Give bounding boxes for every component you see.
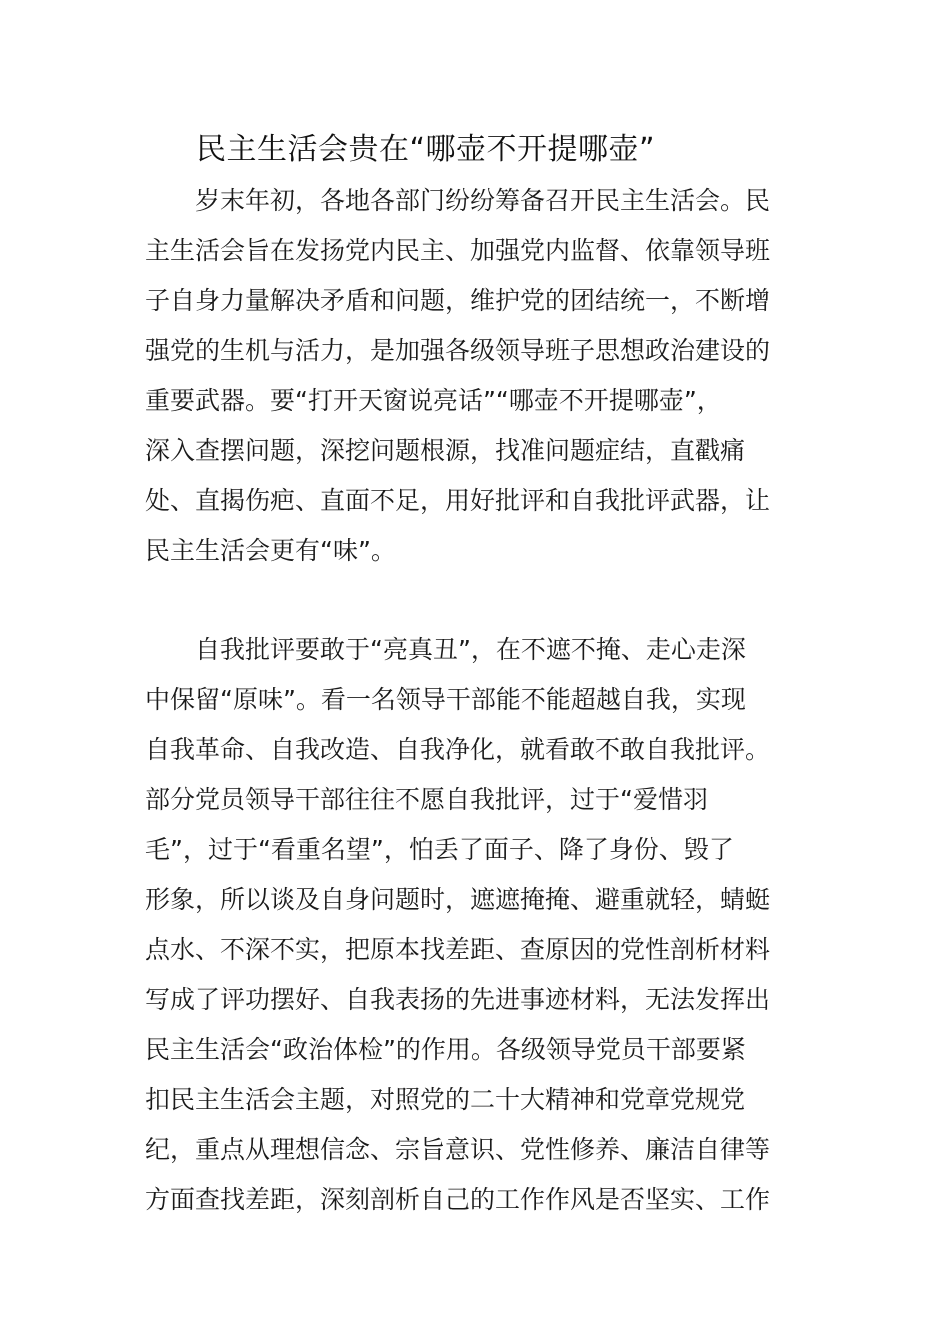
paragraph-1-line: 岁末年初，各地各部门纷纷筹备召开民主生活会。民 [145,186,771,215]
paragraph-2-line: 方面查找差距，深刻剖析自己的工作作风是否坚实、工作 [145,1185,771,1214]
paragraph-2-line: 民主生活会“政治体检”的作用。各级领导党员干部要紧 [145,1035,746,1064]
paragraph-2-line: 纪，重点从理想信念、宗旨意识、党性修养、廉洁自律等 [145,1135,771,1164]
paragraph-2-line: 写成了评功摆好、自我表扬的先进事迹材料，无法发挥出 [145,985,771,1014]
paragraph-1-line: 强党的生机与活力，是加强各级领导班子思想政治建设的 [145,336,771,365]
document-title: 民主生活会贵在“哪壶不开提哪壶” [196,132,656,167]
paragraph-1-line: 子自身力量解决矛盾和问题，维护党的团结统一，不断增 [145,286,771,315]
paragraph-2-line: 自我革命、自我改造、自我净化，就看敢不敢自我批评。 [145,735,771,764]
paragraph-1-line: 深入查摆问题，深挖问题根源，找准问题症结，直戳痛 [145,436,746,465]
paragraph-2-line: 形象，所以谈及自身问题时，遮遮掩掩、避重就轻，蜻蜓 [145,885,771,914]
paragraph-2-line: 自我批评要敢于“亮真丑”，在不遮不掩、走心走深 [145,635,746,664]
paragraph-2-line: 点水、不深不实，把原本找差距、查原因的党性剖析材料 [145,935,771,964]
paragraph-1-line: 处、直揭伤疤、直面不足，用好批评和自我批评武器，让 [145,486,771,515]
paragraph-2-line: 毛”，过于“看重名望”，怕丢了面子、降了身份、毁了 [145,835,734,864]
paragraph-1-line: 民主生活会更有“味”。 [145,536,396,565]
paragraph-1-line: 重要武器。要“打开天窗说亮话”“哪壶不开提哪壶”， [145,386,722,415]
paragraph-2-line: 中保留“原味”。看一名领导干部能不能超越自我，实现 [145,685,746,714]
paragraph-2-line: 部分党员领导干部往往不愿自我批评，过于“爱惜羽 [145,785,708,814]
paragraph-1-line: 主生活会旨在发扬党内民主、加强党内监督、依靠领导班 [145,236,771,265]
paragraph-2-line: 扣民主生活会主题，对照党的二十大精神和党章党规党 [145,1085,746,1114]
